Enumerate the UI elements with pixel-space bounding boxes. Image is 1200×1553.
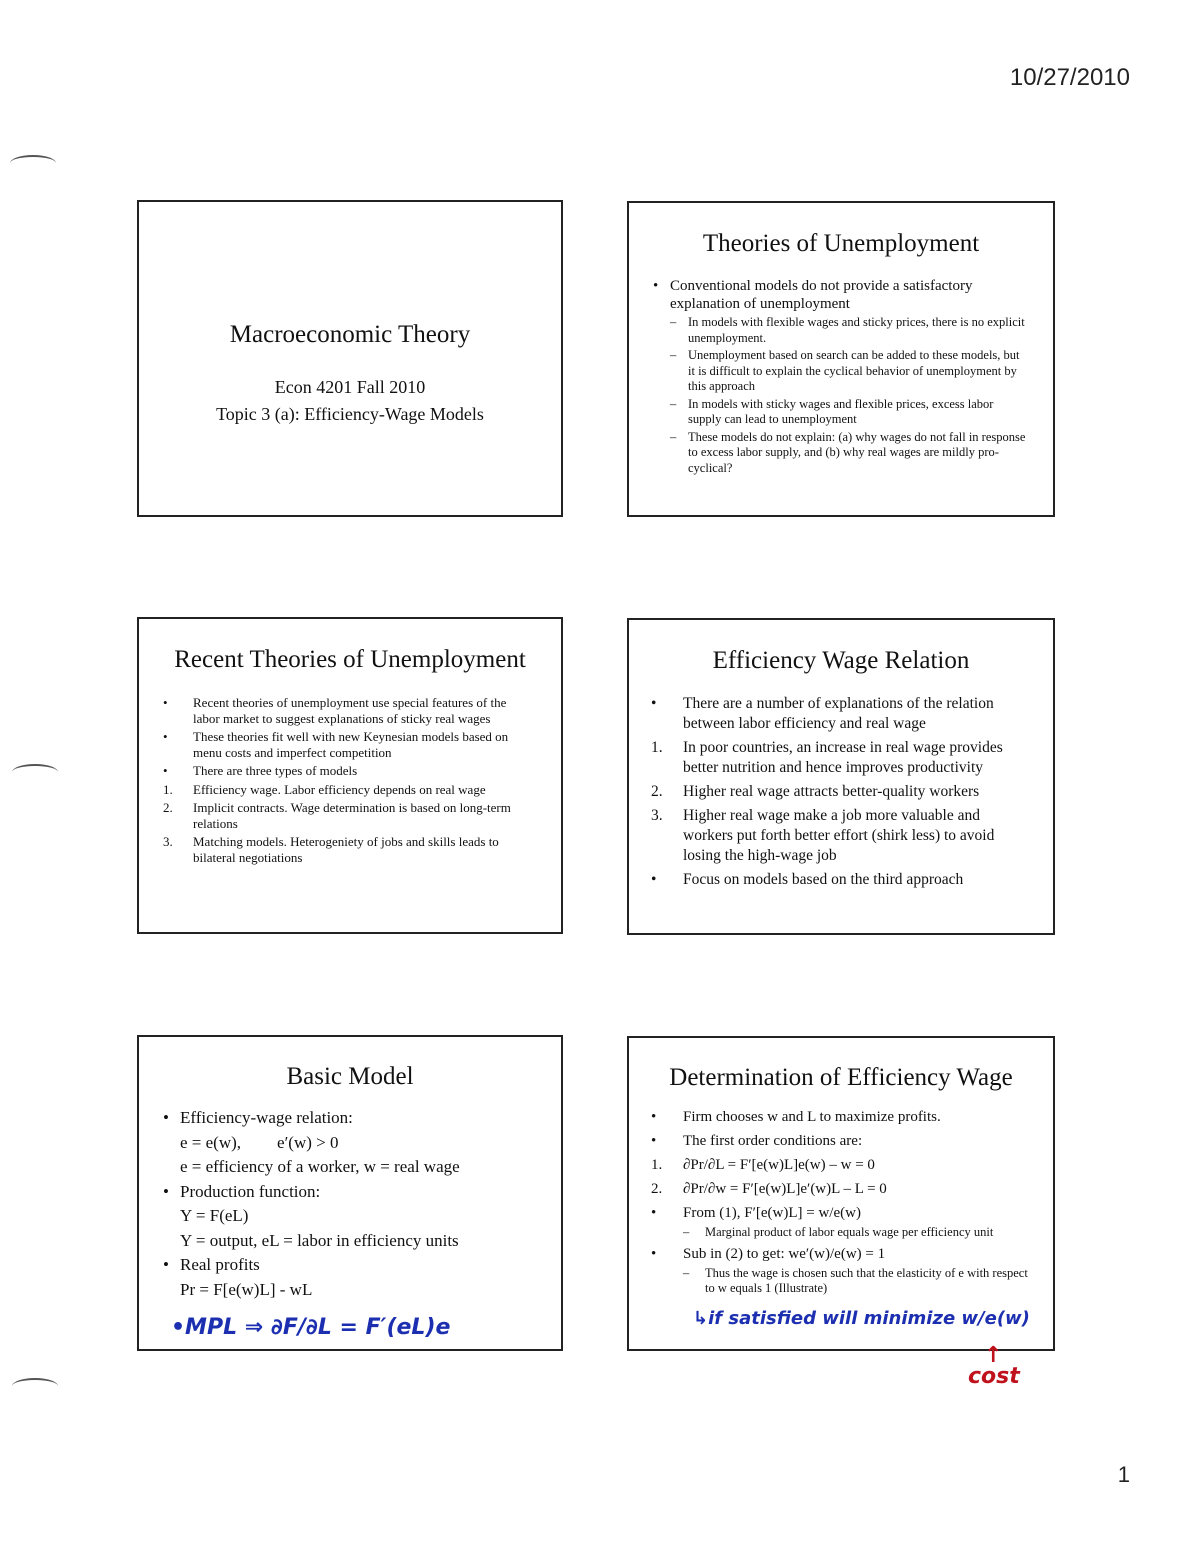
list-item: 2. Implicit contracts. Wage determination is based on long-term relations [163,800,511,831]
list-item: • These theories fit well with new Keynesian models based on menu costs and imperfect competition [163,729,509,760]
slide-title [137,200,563,517]
punch-hole-mark [12,1378,58,1394]
slide-theories-of-unemployment [627,201,1055,517]
slide-recent-theories [137,617,563,934]
page-number: 1 [1117,1462,1130,1487]
list-item: • There are three types of models [163,763,358,778]
sub-list-item: – Marginal product of labor equals wage per efficiency unit [683,1225,994,1239]
course-line: Econ 4201 Fall 2010 [274,377,426,397]
list-item: 2. Higher real wage attracts better-quality workers [651,783,980,800]
list-item: 3. Higher real wage make a job more valuable and workers put forth better effort (shirk less) to avoid losing the high-wage job [651,807,995,864]
sub-list-item: – In models with sticky wages and flexible prices, excess labor supply can lead to unemployment [670,396,994,426]
list-item: 1. In poor countries, an increase in real wage provides better nutrition and hence improves productivity [651,739,1003,776]
bullet-production-function: • Production function: [163,1181,321,1201]
bullet-efficiency-wage: • Efficiency-wage relation: [163,1108,353,1127]
slide-efficiency-wage-relation [627,618,1055,935]
slide-1-title: Macroeconomic Theory [229,321,471,348]
slide-determination-of-efficiency-wage [627,1036,1055,1351]
list-item: • The first order conditions are: [651,1133,863,1149]
sub-list-item: – Unemployment based on search can be added to these models, but it is difficult to explain the cyclical behavior of unemployment by this approach [670,348,1020,393]
list-item: 2. ∂Pr/∂w = F′[e(w)L]e′(w)L – L = 0 [651,1181,887,1197]
list-item: 3. Matching models. Heterogeniety of jobs and skills leads to bilateral negotiations [163,834,499,865]
list-item: • Conventional models do not provide a satisfactory explanation of unemployment – In models with flexible wages and sticky prices, there is no explicit unemployment. – Unemployment based on search can be added to these models, but it is difficult to explain the cyclical behavior of unemployment by this approach – In models with sticky wages and flexible prices, excess labor supply can lead to unemployment – These models do not explain: (a) why wages do not fall in response to excess labor supply, and (b) why real wages are mildly pro-cyclical? [653,277,1029,476]
equation: Y = F(eL) [180,1206,249,1225]
slide-2-title: Theories of Unemployment [702,230,980,257]
list-item: • Recent theories of unemployment use special features of the labor market to suggest explanations of sticky real wages [163,695,507,726]
slide-5-title: Basic Model [286,1063,414,1090]
punch-hole-mark [12,764,58,780]
sub-list-item: – In models with flexible wages and sticky prices, there is no explicit unemployment. [670,315,1025,345]
definition: e = efficiency of a worker, w = real wage [180,1157,460,1176]
page-date: 10/27/2010 [1009,64,1130,91]
definition: Y = output, eL = labor in efficiency units [180,1230,459,1250]
equation: Pr = F[e(w)L] - wL [180,1279,313,1299]
sub-list-item: – Thus the wage is chosen such that the elasticity of e with respect to w equals 1 (Illustrate) [683,1266,1028,1295]
handwritten-note-cost: cost [968,1364,1020,1389]
punch-hole-mark [10,155,56,171]
slide-3-title: Recent Theories of Unemployment [174,646,526,673]
bullet-text: Conventional models do not provide a satisfactory explanation of unemployment [670,278,973,312]
list-item: • From (1), F′[e(w)L] = w/e(w) – Marginal product of labor equals wage per efficiency unit [651,1203,1029,1240]
topic-line: Topic 3 (a): Efficiency-Wage Models [216,404,484,424]
slide-basic-model [137,1035,563,1351]
arrow-up-icon: ↑ [984,1343,1003,1368]
list-item: • Firm chooses w and L to maximize profits. [651,1109,941,1125]
sub-list-item: – These models do not explain: (a) why wages do not fall in response to excess labor supply, and (b) why real wages are mildly pro-cyclical? [670,429,1026,475]
list-item: • There are a number of explanations of the relation between labor efficiency and real wage [651,695,994,732]
equation: e = e(w), e′(w) > 0 [180,1132,339,1152]
list-item: • Sub in (2) to get: we′(w)/e(w) = 1 – Thus the wage is chosen such that the elasticity of e with respect to w equals 1 (Illustrate) [651,1246,1028,1295]
handwritten-note-minimize: ↳if satisfied will minimize w/e(w) [693,1308,1030,1329]
list-item: • Focus on models based on the third approach [651,871,964,888]
handwritten-note-mpl: •MPL ⇒ ∂F/∂L = F′(eL)e [171,1315,451,1340]
list-item: 1. ∂Pr/∂L = F′[e(w)L]e(w) – w = 0 [651,1157,875,1173]
slide-4-title: Efficiency Wage Relation [712,647,970,674]
slide-6-title: Determination of Efficiency Wage [669,1064,1013,1091]
bullet-real-profits: • Real profits [163,1255,260,1274]
list-item: 1. Efficiency wage. Labor efficiency depends on real wage [163,781,486,797]
